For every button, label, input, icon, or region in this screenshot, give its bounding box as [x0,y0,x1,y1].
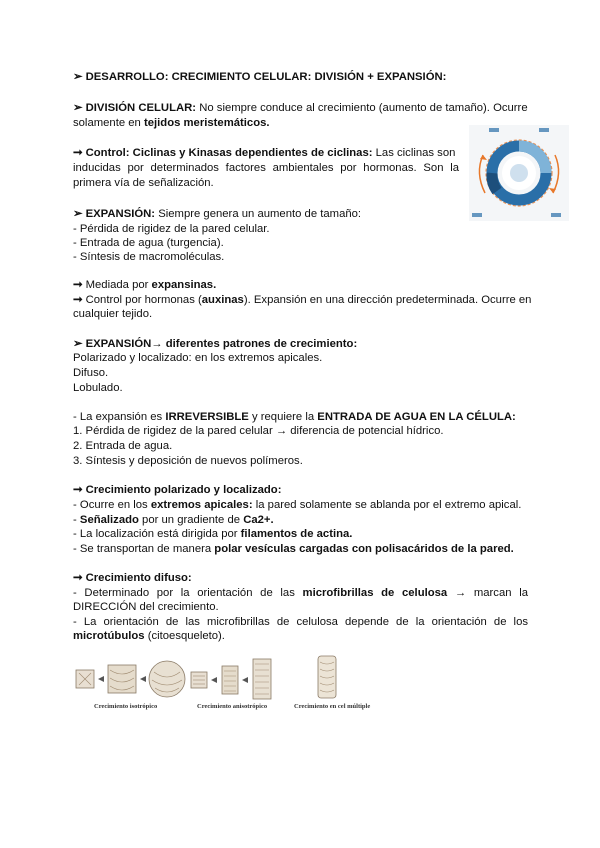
arrow-bullet-icon: ➢ [73,208,83,220]
cycle-label-mark [539,128,549,132]
main-heading-text: DESARROLLO: CRECIMIENTO CELULAR: DIVISIÓN + EXPANSIÓN: [85,71,447,83]
mediada-line [73,278,528,292]
text-span: - [73,514,80,526]
arrow-right-icon: ➞ [73,572,83,584]
division-bold: tejidos meristemáticos. [143,117,270,129]
list-item: Difuso. [73,367,109,379]
text-span: → marcan la [447,587,528,599]
list-item: 2. Entrada de agua. [73,440,173,452]
control-text: Las ciclinas son [372,147,456,159]
expansion-title: EXPANSIÓN: [85,208,156,220]
difuso-line-4 [73,629,528,643]
hormonas-text-2: ). Expansión en una dirección predeterminada. Ocurre en [243,294,532,306]
cycle-dark-segment [492,173,497,191]
list-item: 3. Síntesis y deposición de nuevos polímeros. [73,455,303,467]
patrones-title-line [73,337,528,351]
arrow-right-icon [242,677,248,683]
bold-span: polar vesículas cargadas con polisacáridos de la pared. [214,543,514,555]
text-span: - Ocurre en los [73,499,151,511]
irreversible-text: - La expansión es [73,411,166,423]
hormonas-text: Control por hormonas ( [82,294,202,306]
irreversible-line [73,410,528,424]
caption-isotropic: Crecimiento isotrópico [94,703,158,710]
arrow-right-icon [211,677,217,683]
arrow-right-icon [98,676,104,682]
list-item: - Pérdida de rigidez de la pared celular. [73,223,270,235]
bold-span: Ca2+. [243,514,274,526]
control-line-2: inducidas por determinados factores ambientales por hormonas. Son la [73,162,459,174]
text-span: la pared solamente se ablanda por el extremo apical. [252,499,522,511]
arrow-right-icon: ➞ [73,279,83,291]
difuso-title-line [73,571,528,585]
bold-span: microfibrillas de celulosa [302,587,448,599]
list-item: - Síntesis de macromoléculas. [73,251,225,263]
arrow-bullet-icon: ➢ [73,71,83,83]
multicell-growth-figure [316,654,338,700]
polarizado-title: Crecimiento polarizado y localizado: [85,484,282,496]
list-item: Lobulado. [73,382,123,394]
bold-span: extremos apicales: [150,499,253,511]
arrow-right-icon: ➞ [73,294,83,306]
polarizado-line-4 [73,542,528,556]
cycle-label-mark [551,213,561,217]
division-line-2 [73,116,528,130]
difuso-line-1 [73,586,528,600]
polarizado-line-3 [73,527,528,541]
text-span: - Se transportan de manera [73,543,215,555]
patrones-title: EXPANSIÓN→ diferentes patrones de crecimiento: [85,338,358,350]
arrow-right-icon [140,676,146,682]
division-title: DIVISIÓN CELULAR: [85,102,197,114]
difuso-title: Crecimiento difuso: [85,572,192,584]
text-span: - Determinado por la orientación de las [73,587,303,599]
irreversible-bold: IRREVERSIBLE [165,411,249,423]
bold-span: microtúbulos [73,630,145,642]
difuso-line-2: DIRECCIÓN del crecimiento. [73,601,219,613]
hormonas-line-1 [73,293,532,307]
arrow-right-icon: ➞ [73,147,83,159]
polarizado-line-2 [73,513,528,527]
hormonas-bold: auxinas [201,294,244,306]
text-span: (citoesqueleto). [144,630,225,642]
caption-anisotropic: Crecimiento anisotrópico [197,703,268,710]
isotropic-growth-figure [74,658,186,700]
main-heading [73,70,528,84]
control-line-1 [73,146,459,160]
control-title: Control: Ciclinas y Kinasas dependientes de ciclinas: [85,147,373,159]
text-span: - La localización está dirigida por [73,528,241,540]
arrow-right-icon: ➞ [73,484,83,496]
mediada-bold: expansinas. [151,279,217,291]
expansion-line-1 [73,207,528,221]
control-line-3: primera vía de señalización. [73,177,214,189]
division-text-2: solamente en [73,117,144,129]
polarizado-line-1 [73,498,528,512]
text-span: por un gradiente de [138,514,244,526]
caption-multicell: Crecimiento en cel múltiple [294,703,371,710]
list-item: - Entrada de agua (turgencia). [73,237,224,249]
mediada-text: Mediada por [82,279,152,291]
bold-span: Señalizado [79,514,139,526]
cell-medium-icon [222,666,238,694]
list-item: Polarizado y localizado: en los extremos apicales. [73,352,323,364]
difuso-line-3: - La orientación de las microfibrillas de celulosa depende de la orientación de los [73,616,528,628]
division-text: No siempre conduce al crecimiento (aumento de tamaño). Ocurre [196,102,528,114]
cell-large-icon [149,661,185,697]
arrow-bullet-icon: ➢ [73,338,83,350]
list-item: 1. Pérdida de rigidez de la pared celular → diferencia de potencial hídrico. [73,425,444,437]
irreversible-text-2: y requiere la [248,411,318,423]
cycle-label-mark [489,128,499,132]
anisotropic-growth-figure [189,658,275,700]
hormonas-line-2: cualquier tejido. [73,308,153,320]
division-line-1 [73,101,528,115]
polarizado-title-line [73,483,528,497]
bold-span: filamentos de actina. [240,528,353,540]
arrow-bullet-icon: ➢ [73,102,83,114]
cycle-nucleus [510,164,528,182]
irreversible-bold-2: ENTRADA DE AGUA EN LA CÉLULA: [317,411,516,423]
expansion-text: Siempre genera un aumento de tamaño: [155,208,362,220]
cell-large-icon [253,659,271,699]
